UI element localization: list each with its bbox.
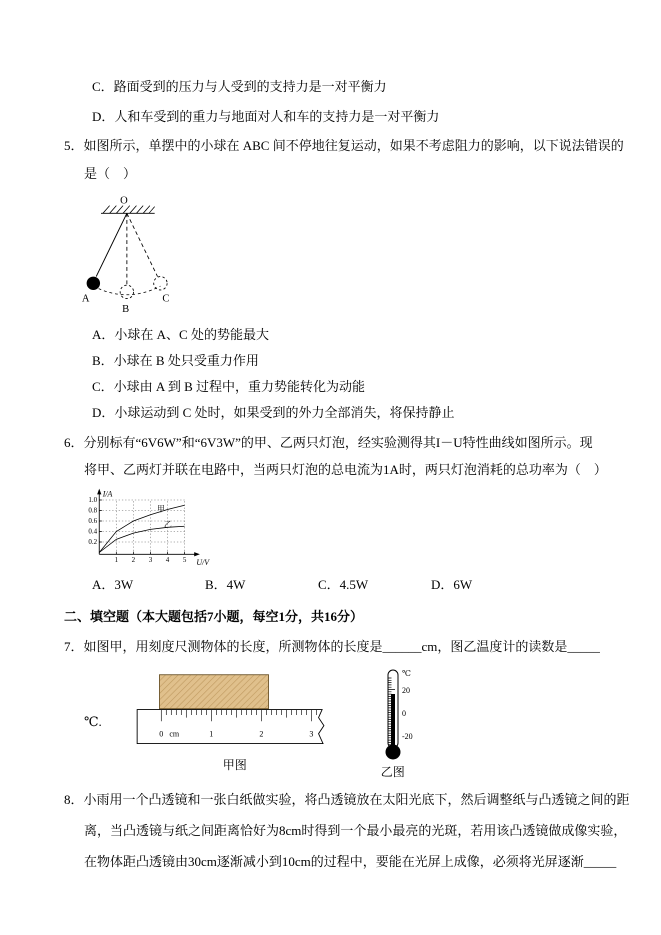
wood-block — [159, 674, 268, 708]
mercury-column — [391, 694, 395, 748]
q6-answer-b: B．4W — [205, 577, 246, 592]
q5-option-d: D．小球运动到 C 处时，如果受到的外力全部消失，将保持静止 — [92, 405, 455, 420]
q7-unit-continuation: ℃. — [84, 714, 102, 729]
thermometer-caption: 乙图 — [380, 765, 405, 779]
ruler-body — [137, 709, 324, 743]
y-tick-0.8: 0.8 — [88, 506, 98, 515]
q4-option-d: D．人和车受到的重力与地面对人和车的支持力是一对平衡力 — [92, 109, 440, 124]
ruler-figure — [130, 672, 340, 773]
y-axis-label: I/A — [102, 489, 113, 499]
x-axis-arrow — [194, 552, 200, 556]
thermo-0-label: 0 — [401, 709, 406, 718]
thermometer-diagram — [368, 664, 418, 764]
x-tick-5: 5 — [182, 556, 187, 565]
swing-arc — [93, 286, 160, 295]
ruler-label-3: 3 — [309, 728, 314, 738]
q6-line2: 将甲、乙两灯并联在电路中，当两只灯泡的总电流为1A时，两只灯泡消耗的总功率为（ ） — [84, 462, 607, 477]
q6-answer-a: A．3W — [92, 577, 134, 592]
thermo-neg20-label: -20 — [401, 732, 413, 741]
y-axis-arrow — [97, 489, 101, 495]
ball-c — [154, 277, 167, 290]
q4-option-c: C．路面受到的压力与人受到的支持力是一对平衡力 — [92, 79, 387, 94]
q6-line1: 6．分别标有“6V6W”和“6V3W”的甲、乙两只灯泡，经实验测得其I－U特性曲线如图所示。现 — [64, 435, 593, 450]
q8-line1: 8．小雨用一个凸透镜和一张白纸做实验，将凸透镜放在太阳光底下，然后调整纸与凸透镜之间的距 — [64, 792, 630, 807]
x-tick-1: 1 — [114, 556, 119, 565]
y-tick-0.4: 0.4 — [88, 527, 98, 536]
pendulum-diagram — [78, 190, 193, 320]
ruler-caption: 甲图 — [222, 757, 247, 772]
ruler-label-cm: cm — [169, 728, 179, 738]
ball-b — [120, 285, 133, 298]
x-tick-3: 3 — [148, 556, 153, 565]
thermo-unit-label: ℃ — [401, 669, 411, 678]
q6-answer-c: C．4.5W — [318, 577, 369, 592]
ruler-diagram — [130, 672, 340, 757]
pendulum-a-label: A — [81, 293, 90, 305]
thermometer-figure — [368, 664, 418, 780]
q5-line1: 5．如图所示，单摆中的小球在 ABC 间不停地往复运动，如果不考虑阻力的影响，以下说法错误的 — [64, 138, 624, 153]
thermo-bulb — [385, 745, 400, 760]
string-to-a — [96, 213, 127, 276]
thermo-20-label: 20 — [401, 686, 410, 695]
q6-answer-row — [92, 570, 599, 600]
grid-horizontal — [99, 500, 185, 542]
x-tick-4: 4 — [165, 556, 170, 565]
ruler-label-1: 1 — [209, 728, 214, 738]
string-to-c-dashed — [127, 213, 158, 276]
ball-a — [87, 277, 100, 290]
x-tick-2: 2 — [131, 556, 136, 565]
pendulum-o-label: O — [120, 195, 128, 207]
q8-line2: 离，当凸透镜与纸之间距离恰好为8cm时得到一个最小最亮的光斑，若用该凸透镜做成像实验， — [84, 823, 627, 838]
ruler-label-2: 2 — [259, 728, 264, 738]
section2-header: 二、填空题（本大题包括7小题，每空1分，共16分） — [64, 609, 364, 624]
ruler-label-0: 0 — [159, 728, 164, 738]
q5-option-c: C．小球由 A 到 B 过程中，重力势能转化为动能 — [92, 379, 366, 394]
series-yi-label: 乙 — [164, 520, 172, 530]
iu-chart — [80, 486, 220, 570]
q5-option-b: B．小球在 B 处只受重力作用 — [92, 353, 259, 368]
ceiling-hatch — [103, 206, 155, 214]
y-tick-1.0: 1.0 — [88, 496, 98, 505]
q7-line1: 7．如图甲，用刻度尺测物体的长度，所测物体的长度是______cm，图乙温度计的读数是_____ — [64, 639, 600, 654]
q8-line3: 在物体距凸透镜由30cm逐渐减小到10cm的过程中，要能在光屏上成像，必须将光屏逐渐_____ — [84, 854, 617, 869]
y-tick-0.6: 0.6 — [88, 517, 98, 526]
pendulum-c-label: C — [162, 293, 170, 305]
y-tick-0.2: 0.2 — [88, 538, 98, 547]
q6-answer-d: D．6W — [431, 577, 473, 592]
q5-line2: 是（ ） — [84, 166, 137, 181]
q5-option-a: A．小球在 A、C 处的势能最大 — [92, 327, 269, 342]
q7-figure-row — [84, 664, 599, 780]
x-axis-label: U/V — [196, 557, 210, 567]
series-jia-label: 甲 — [157, 504, 165, 514]
pendulum-b-label: B — [122, 304, 130, 316]
